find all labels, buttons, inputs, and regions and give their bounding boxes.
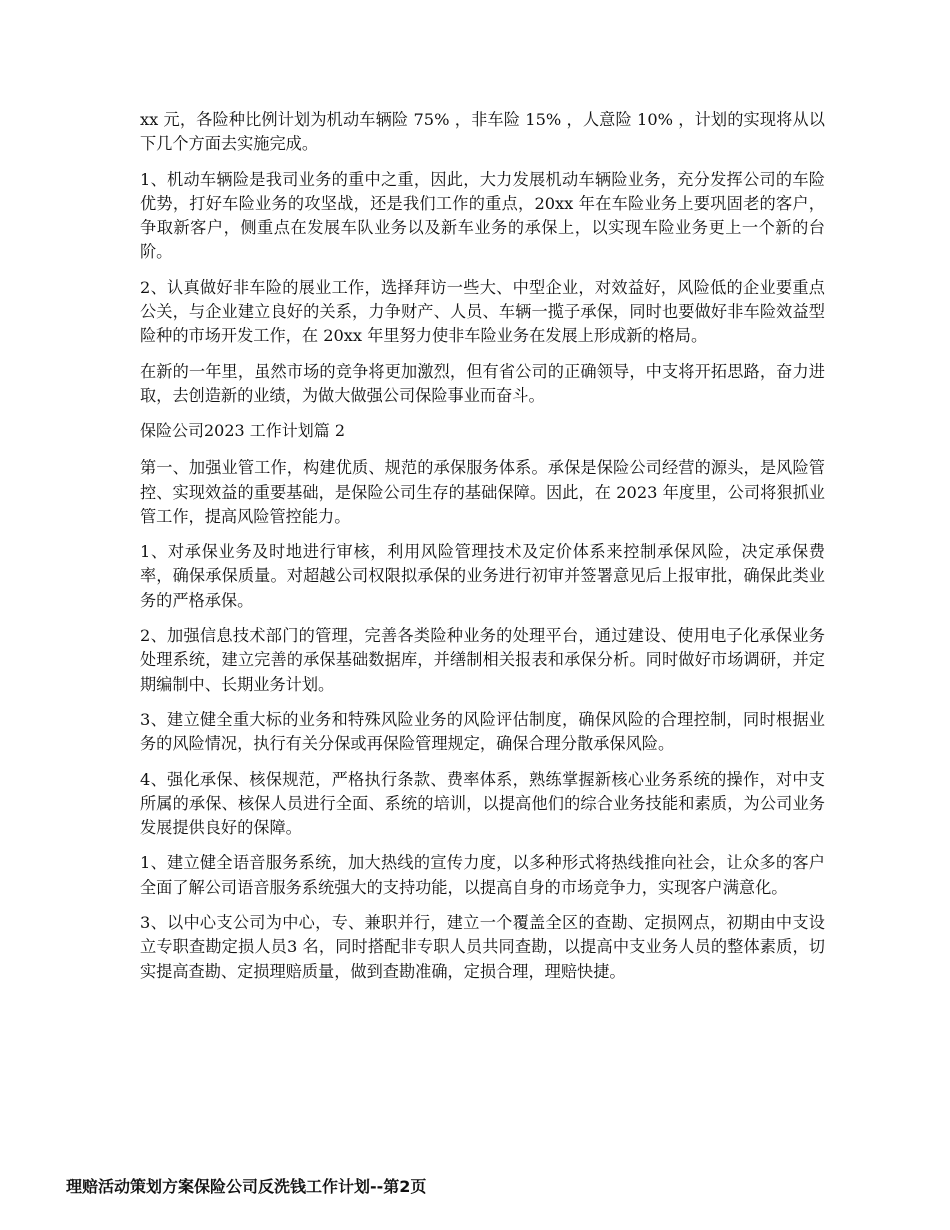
document-body [140, 108, 825, 995]
paragraph-non-motor-insurance: 2、认真做好非车险的展业工作，选择拜访一些大、中型企业，对效益好，风险低的企业要重点公关，与企业建立良好的关系，力争财产、人员、车辆一揽子承保，同时也要做好非车险效益型险种的市场开发工作，在 20xx 年里努力使非车险业务在发展上形成新的格局。 [140, 277, 825, 346]
paragraph-new-year: 在新的一年里，虽然市场的竞争将更加激烈，但有省公司的正确领导，中支将开拓思路，奋力进取，去创造新的业绩，为做大做强公司保险事业而奋斗。 [140, 361, 825, 405]
paragraph-review: 1、对承保业务及时地进行审核，利用风险管理技术及定价体系来控制承保风险，决定承保费率，确保承保质量。对超越公司权限拟承保的业务进行初审并签署意见后上报审批，确保此类业务的严格承保。 [140, 542, 825, 610]
section-heading-plan-2: 保险公司2023 工作计划篇 2 [140, 421, 346, 441]
paragraph-motor-insurance: 1、机动车辆险是我司业务的重中之重，因此，大力发展机动车辆险业务，充分发挥公司的车险优势，打好车险业务的攻坚战，还是我们工作的重点，20xx 年在车险业务上要巩固老的客户，争取新客户，侧重点在发展车队业务以及新车业务的承保上，以实现车险业务更上一个新的台阶。 [140, 169, 825, 262]
paragraph-voice-service: 1、建立健全语音服务系统，加大热线的宣传力度，以多种形式将热线推向社会，让众多的客户全面了解公司语音服务系统强大的支持功能，以提高自身的市场竞争力，实现客户满意化。 [140, 853, 825, 897]
paragraph-underwriting-norms: 4、强化承保、核保规范，严格执行条款、费率体系，熟练掌握新核心业务系统的操作，对中支所属的承保、核保人员进行全面、系统的培训，以提高他们的综合业务技能和素质，为公司业务发展提供良好的保障。 [140, 769, 825, 838]
paragraph-plan-intro: xx 元，各险种比例计划为机动车辆险 75% ，非车险 15% ，人意险 10% ，计划的实现将从以下几个方面去实施完成。 [140, 110, 825, 154]
paragraph-risk-assessment: 3、建立健全重大标的业务和特殊风险业务的风险评估制度，确保风险的合理控制，同时根据业务的风险情况，执行有关分保或再保险管理规定，确保合理分散承保风险。 [140, 709, 825, 754]
page-footer: 理赔活动策划方案保险公司反洗钱工作计划--第2页 [66, 1177, 427, 1196]
paragraph-survey-network: 3、以中心支公司为中心，专、兼职并行，建立一个覆盖全区的查勘、定损网点，初期由中支设立专职查勘定损人员3 名，同时搭配非专职人员共同查勘，以提高中支业务人员的整体素质，切实提高查勘、定损理赔质量，做到查勘准确，定损合理，理赔快捷。 [140, 913, 825, 981]
paragraph-it-management: 2、加强信息技术部门的管理，完善各类险种业务的处理平台，通过建设、使用电子化承保业务处理系统，建立完善的承保基础数据库，并缮制相关报表和承保分析。同时做好市场调研，并定期编制中、长期业务计划。 [140, 626, 825, 694]
paragraph-underwriting-management: 第一、加强业管工作，构建优质、规范的承保服务体系。承保是保险公司经营的源头，是风险管控、实现效益的重要基础，是保险公司生存的基础保障。因此，在 2023 年度里，公司将狠抓业管工作，提高风险管控能力。 [140, 458, 825, 526]
